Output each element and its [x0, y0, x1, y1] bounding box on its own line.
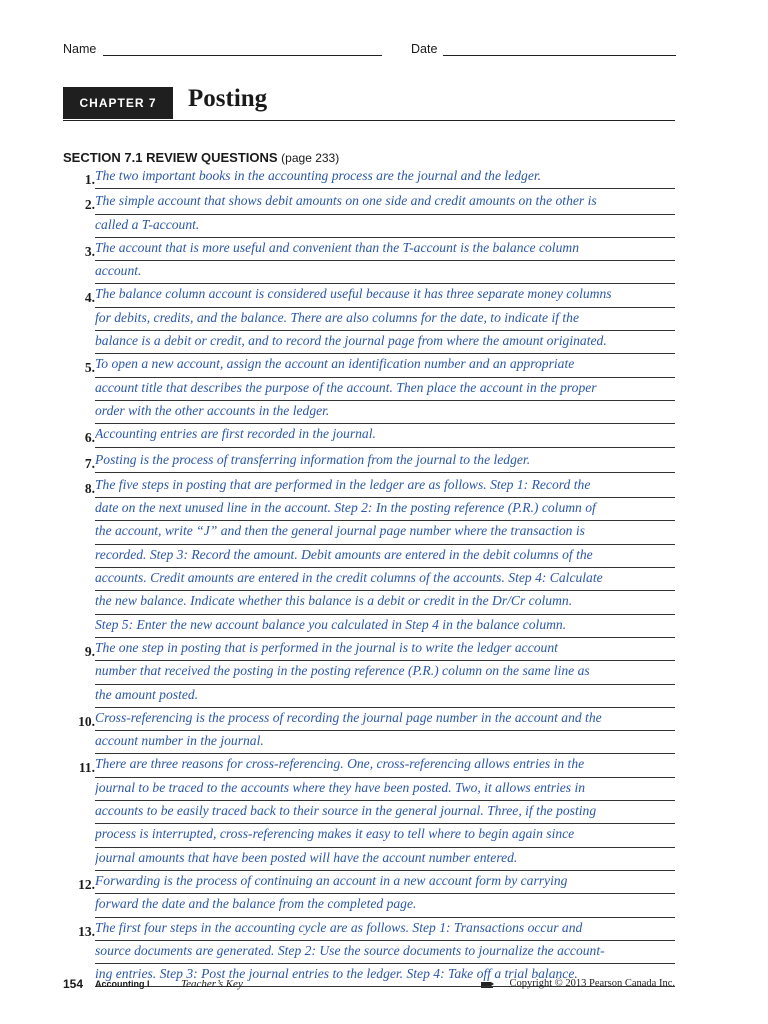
question-number: 8. — [84, 480, 95, 496]
answer-lines — [95, 166, 675, 191]
question-number: 12. — [78, 876, 95, 892]
answer-line: the amount posted. — [95, 685, 675, 708]
answer-line: account number in the journal. — [95, 731, 675, 754]
review-question — [63, 166, 675, 191]
question-list — [63, 166, 675, 987]
section-title: SECTION 7.1 REVIEW QUESTIONS — [63, 150, 278, 165]
answer-line: To open a new account, assign the account an identification number and an appropriate — [95, 354, 675, 377]
answer-line: The account that is more useful and convenient than the T-account is the balance column — [95, 238, 675, 261]
answer-line: order with the other accounts in the ledger. — [95, 401, 675, 424]
answer-line: source documents are generated. Step 2: Use the source documents to journalize the account- — [95, 941, 675, 964]
teachers-key-label: Teacher’s Key — [181, 978, 243, 990]
name-field-line[interactable] — [103, 55, 382, 56]
question-number: 11. — [78, 760, 95, 776]
answer-line: accounts to be easily traced back to their source in the general journal. Three, if the posting — [95, 801, 675, 824]
review-question — [63, 424, 675, 449]
answer-line: The simple account that shows debit amounts on one side and credit amounts on the other is — [95, 191, 675, 214]
answer-line: Cross-referencing is the process of recording the journal page number in the account and the — [95, 708, 675, 731]
answer-line: The first four steps in the accounting cycle are as follows. Step 1: Transactions occur and — [95, 918, 675, 941]
answer-line: recorded. Step 3: Record the amount. Debit amounts are entered in the debit columns of the — [95, 545, 675, 568]
answer-line: Forwarding is the process of continuing an account in a new account form by carrying — [95, 871, 675, 894]
answer-line: account title that describes the purpose of the account. Then place the account in the proper — [95, 378, 675, 401]
book-title: Accounting I — [95, 979, 150, 989]
question-number: 9. — [84, 643, 95, 659]
chapter-title: Posting — [188, 85, 268, 112]
answer-lines — [95, 191, 675, 238]
page-footer — [63, 977, 675, 993]
chapter-header — [63, 86, 675, 121]
section-heading — [63, 150, 339, 165]
question-number: 5. — [84, 360, 95, 376]
answer-line: Accounting entries are first recorded in the journal. — [95, 424, 675, 447]
name-label: Name — [63, 42, 97, 56]
review-question — [63, 871, 675, 918]
answer-lines — [95, 424, 675, 449]
answer-line: Posting is the process of transferring information from the journal to the ledger. — [95, 450, 675, 473]
review-question — [63, 354, 675, 424]
answer-line: Step 5: Enter the new account balance you calculated in Step 4 in the balance column. — [95, 615, 675, 638]
answer-line: accounts. Credit amounts are entered in the credit columns of the accounts. Step 4: Calculate — [95, 568, 675, 591]
question-number: 7. — [84, 455, 95, 471]
answer-line: date on the next unused line in the account. Step 2: In the posting reference (P.R.) column of — [95, 498, 675, 521]
chapter-label: CHAPTER 7 — [63, 87, 173, 119]
date-field-line[interactable] — [443, 55, 676, 56]
answer-lines — [95, 354, 675, 424]
question-number: 6. — [84, 430, 95, 446]
answer-line: The one step in posting that is performed in the journal is to write the ledger account — [95, 638, 675, 661]
answer-line: process is interrupted, cross-referencing makes it easy to tell where to begin again since — [95, 824, 675, 847]
answer-line: The five steps in posting that are performed in the ledger are as follows. Step 1: Record the — [95, 475, 675, 498]
answer-line: journal amounts that have been posted will have the account number entered. — [95, 848, 675, 871]
review-question — [63, 450, 675, 475]
review-question — [63, 284, 675, 354]
answer-lines — [95, 871, 675, 918]
answer-line: the new balance. Indicate whether this balance is a debit or credit in the Dr/Cr column. — [95, 591, 675, 614]
answer-lines — [95, 638, 675, 708]
review-question — [63, 191, 675, 238]
date-label: Date — [411, 42, 438, 56]
review-question — [63, 475, 675, 638]
question-number: 10. — [78, 713, 95, 729]
answer-line: There are three reasons for cross-referencing. One, cross-referencing allows entries in the — [95, 754, 675, 777]
copyright-notice: Copyright © 2013 Pearson Canada Inc. — [509, 978, 675, 989]
question-number: 1. — [84, 172, 95, 187]
pen-icon — [481, 980, 495, 988]
answer-line: The balance column account is considered useful because it has three separate money columns — [95, 284, 675, 307]
answer-lines — [95, 284, 675, 354]
answer-line: ing entries. Step 3: Post the journal entries to the ledger. Step 4: Take off a trial balance. — [95, 964, 675, 987]
answer-lines — [95, 450, 675, 475]
question-number: 4. — [84, 290, 95, 306]
answer-lines — [95, 475, 675, 638]
answer-line: the account, write “J” and then the general journal page number where the transaction is — [95, 521, 675, 544]
answer-line: The two important books in the accounting process are the journal and the ledger. — [95, 166, 675, 189]
answer-line: number that received the posting in the posting reference (P.R.) column on the same line as — [95, 661, 675, 684]
answer-lines — [95, 238, 675, 285]
question-number: 3. — [84, 243, 95, 259]
question-number: 2. — [84, 197, 95, 213]
answer-line: journal to be traced to the accounts where they have been posted. Two, it allows entries in — [95, 778, 675, 801]
review-question — [63, 638, 675, 708]
answer-lines — [95, 708, 675, 755]
question-number: 13. — [78, 923, 95, 939]
review-question — [63, 238, 675, 285]
answer-line: for debits, credits, and the balance. There are also columns for the date, to indicate if the — [95, 308, 675, 331]
answer-line: balance is a debit or credit, and to record the journal page from where the amount originated. — [95, 331, 675, 354]
answer-lines — [95, 754, 675, 870]
section-page-ref: (page 233) — [281, 151, 340, 165]
answer-line: called a T-account. — [95, 215, 675, 238]
answer-line: account. — [95, 261, 675, 284]
answer-line: forward the date and the balance from the completed page. — [95, 894, 675, 917]
header-fields — [63, 42, 675, 62]
review-question — [63, 708, 675, 755]
review-question — [63, 754, 675, 870]
page-number: 154 — [63, 977, 84, 991]
